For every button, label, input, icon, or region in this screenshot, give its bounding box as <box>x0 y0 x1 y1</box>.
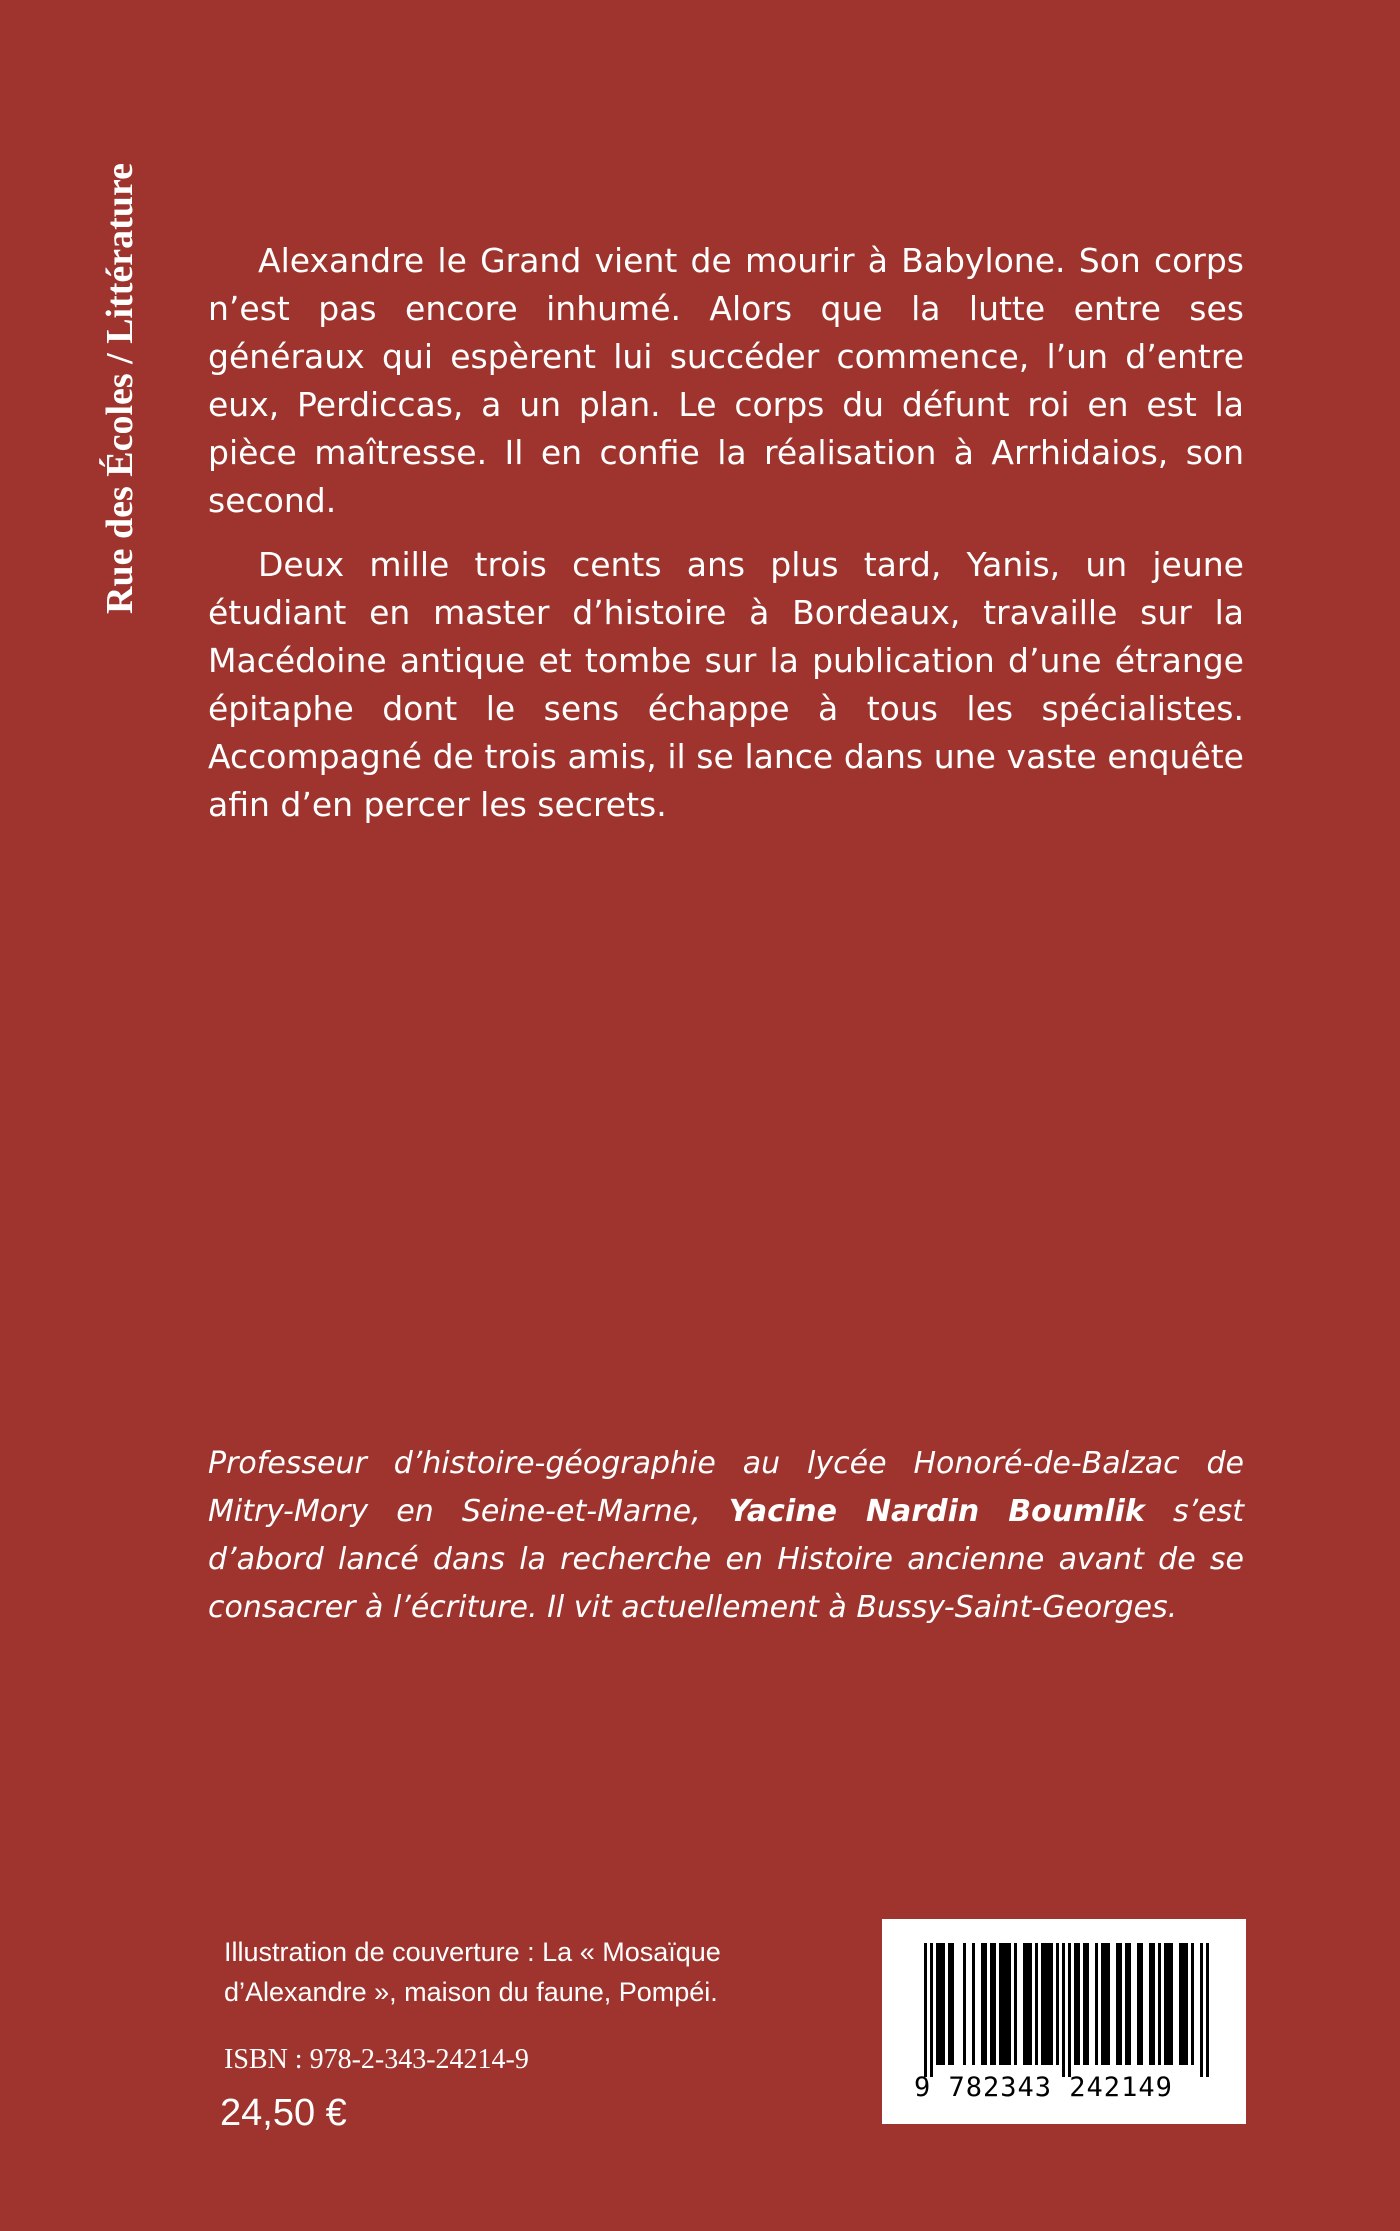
barcode-bar <box>1164 1943 1167 2065</box>
cover-illustration-credit <box>224 1932 784 2012</box>
barcode-bar <box>924 1943 927 2077</box>
barcode-bar <box>1035 1943 1038 2065</box>
barcode-digits: 9 782343 242149 <box>914 2072 1173 2103</box>
barcode-bar <box>1101 1943 1104 2065</box>
barcode-bar <box>1086 1943 1089 2065</box>
barcode-bar <box>948 1943 951 2065</box>
barcode-bar <box>999 1943 1002 2065</box>
barcode-bar <box>981 1943 984 2065</box>
barcode <box>882 1919 1246 2124</box>
blurb-paragraph-2: Deux mille trois cents ans plus tard, Yanis, un jeune étudiant en master d’histoire à Bordeaux, travaille sur la Macédoine antique et tombe sur la publication d’une étrange épitaphe dont le sens échappe à tous les spécialistes. Accompagné de trois amis, il se lance dans une vaste enquête afin d’en percer les secrets. <box>208 545 1244 824</box>
barcode-bar <box>1026 1943 1029 2065</box>
barcode-bar <box>1158 1943 1161 2065</box>
barcode-bar <box>1077 1943 1080 2065</box>
barcode-bar <box>1200 1943 1203 2077</box>
barcode-bar <box>936 1943 939 2065</box>
barcode-bar <box>1191 1943 1194 2065</box>
barcode-bar <box>951 1943 954 2065</box>
barcode-bar <box>1068 1943 1071 2077</box>
barcode-bar <box>990 1943 993 2065</box>
author-bio-intro: Professeur d’histoire-géographie au lycée Honoré-de-Balzac de Mitry-Mory en Seine-et-Marne, <box>208 1446 1244 1529</box>
blurb-paragraph-1: Alexandre le Grand vient de mourir à Babylone. Son corps n’est pas encore inhumé. Alors que la lutte entre ses généraux qui espèrent lui succéder commence, l’un d’entre eux, Perdiccas, a un plan. Le corps du défunt roi en est la pièce maîtresse. Il en confie la réalisation à Arrhidaios, son second. <box>208 241 1244 520</box>
barcode-bar <box>1182 1943 1185 2065</box>
barcode-bar <box>1107 1943 1110 2065</box>
barcode-bar <box>1149 1943 1152 2065</box>
barcode-bar <box>963 1943 966 2065</box>
barcode-bar <box>1008 1943 1011 2065</box>
spine-collection-label: Rue des Écoles / Littérature <box>99 163 141 614</box>
barcode-bar <box>984 1943 987 2065</box>
back-cover-blurb <box>208 237 1244 845</box>
barcode-bar <box>1128 1943 1131 2065</box>
barcode-bar <box>1023 1943 1026 2065</box>
barcode-bar <box>1167 1943 1170 2065</box>
barcode-bar <box>1005 1943 1008 2065</box>
barcode-bar <box>930 1943 933 2077</box>
barcode-bar <box>1125 1943 1128 2065</box>
barcode-bar <box>1002 1943 1005 2065</box>
barcode-bar <box>1104 1943 1107 2065</box>
barcode-bar <box>1074 1943 1077 2065</box>
barcode-bar <box>1116 1943 1119 2065</box>
credit-line-1: Illustration de couverture : La « Mosaïque <box>224 1937 721 1967</box>
barcode-bar <box>1041 1943 1044 2065</box>
barcode-bar <box>1014 1943 1017 2065</box>
barcode-bar <box>1119 1943 1122 2065</box>
barcode-bar <box>1029 1943 1032 2065</box>
barcode-bar <box>1152 1943 1155 2065</box>
barcode-bar <box>1062 1943 1065 2077</box>
barcode-bar <box>1044 1943 1047 2065</box>
credit-line-2: d’Alexandre », maison du faune, Pompéi. <box>224 1977 718 2007</box>
price-label: 24,50 € <box>220 2092 347 2134</box>
barcode-bar <box>993 1943 996 2065</box>
barcode-bar <box>1137 1943 1140 2065</box>
barcode-bar <box>972 1943 975 2065</box>
barcode-bar <box>1140 1943 1143 2065</box>
barcode-bar <box>1206 1943 1209 2077</box>
barcode-bar <box>1179 1943 1182 2065</box>
author-name: Yacine Nardin Boumlik <box>728 1494 1145 1529</box>
barcode-bar <box>1095 1943 1098 2065</box>
barcode-bar <box>1050 1943 1053 2065</box>
barcode-bar <box>1170 1943 1173 2065</box>
author-bio-rest: s’est d’abord lancé dans la recherche en Histoire ancienne avant de se consacrer à l’écriture. Il vit actuellement à Bussy-Saint-Georges. <box>208 1494 1244 1625</box>
isbn-number: ISBN : 978-2-343-24214-9 <box>224 2044 529 2075</box>
barcode-bar <box>939 1943 942 2065</box>
barcode-bar <box>1185 1943 1188 2065</box>
barcode-bar <box>942 1943 945 2065</box>
barcode-bar <box>1056 1943 1059 2065</box>
author-bio <box>208 1440 1244 1632</box>
barcode-bar <box>1047 1943 1050 2065</box>
barcode-bar <box>1083 1943 1086 2065</box>
